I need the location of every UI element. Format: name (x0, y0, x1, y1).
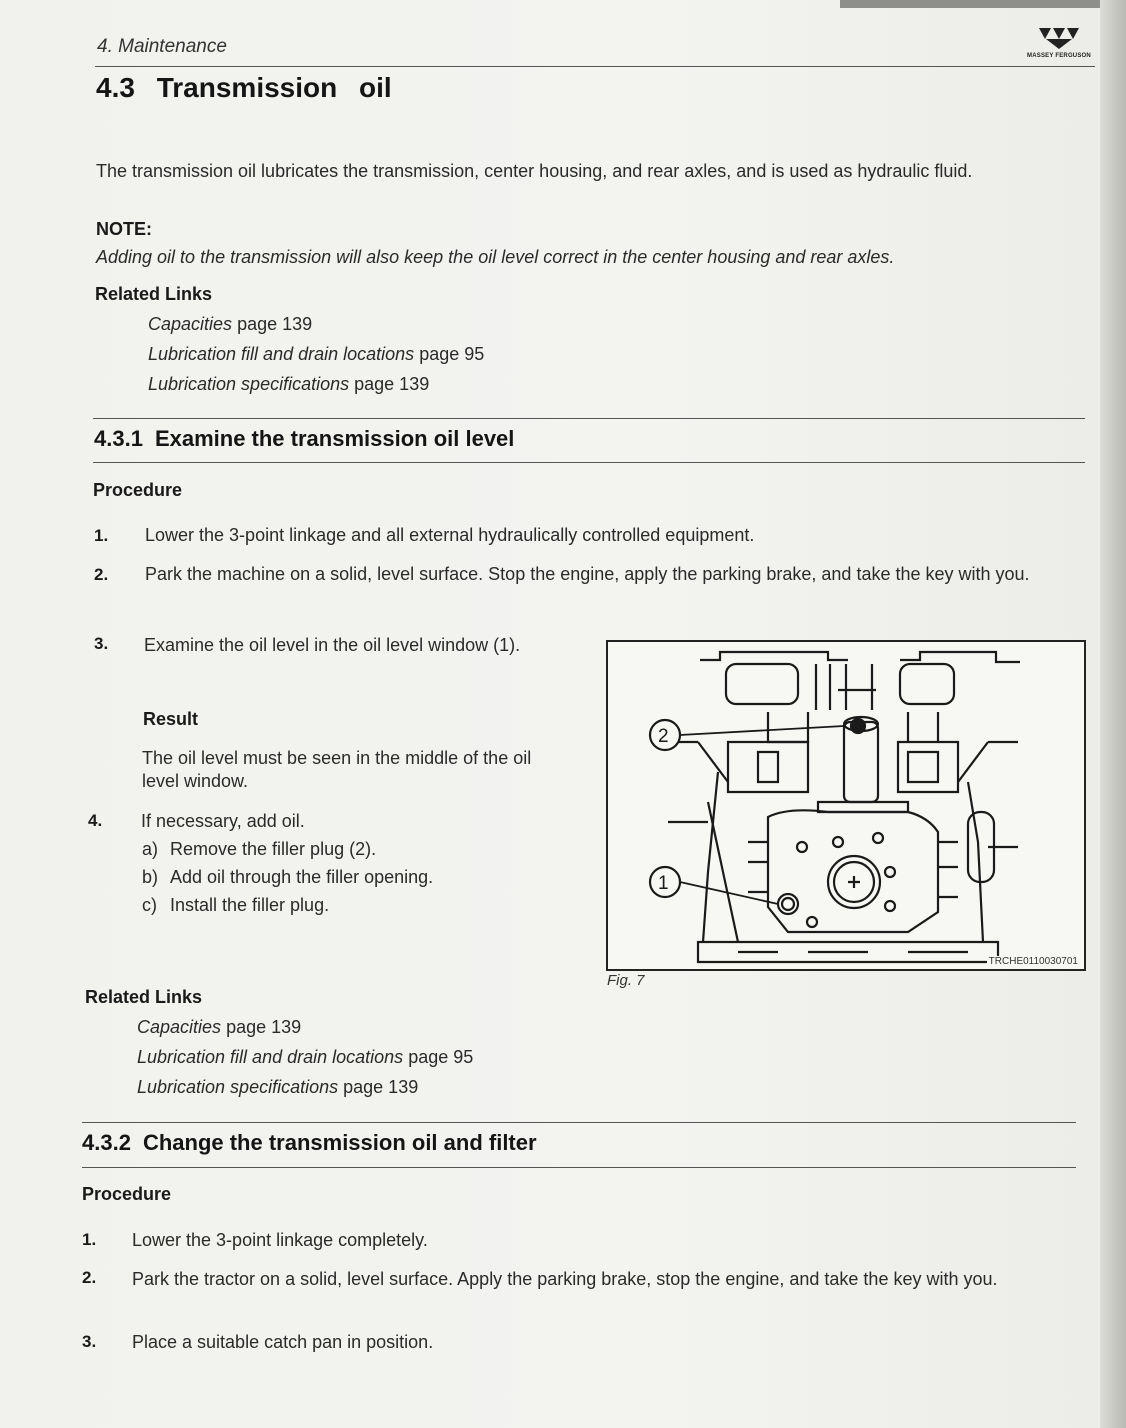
section-number: 4.3 (96, 72, 135, 103)
step-text: Park the tractor on a solid, level surface. Apply the parking brake, stop the engine, and take the key with you. (132, 1269, 998, 1289)
scan-edge-strip (840, 0, 1100, 8)
procedure-label: Procedure (93, 480, 183, 500)
step-text: Lower the 3-point linkage completely. (132, 1230, 428, 1250)
result-label: Result (143, 709, 199, 729)
substep-letter: c) (142, 895, 157, 915)
subsection-top-rule (93, 418, 1085, 419)
step-number: 1. (82, 1230, 97, 1249)
substep-text: Install the filler plug. (170, 895, 330, 915)
header-rule (95, 66, 1095, 67)
figure-callout-label: 1 (658, 873, 669, 894)
related-link[interactable]: Capacities page 139 (137, 1017, 302, 1037)
step-number: 3. (94, 634, 109, 653)
figure-transmission-illustration (606, 640, 1086, 971)
related-link[interactable]: Lubrication specifications page 139 (137, 1077, 419, 1097)
step-text: Examine the oil level in the oil level window (1). (144, 635, 521, 655)
step-number: 4. (88, 811, 103, 830)
brand-logo (1026, 26, 1092, 66)
step-number: 2. (82, 1268, 97, 1287)
step-number: 2. (94, 565, 109, 584)
related-link[interactable]: Lubrication fill and drain locations page 95 (137, 1047, 474, 1067)
massey-ferguson-logo-icon (1037, 26, 1081, 50)
figure-callout-label: 2 (658, 726, 669, 747)
brand-name: MASSEY FERGUSON (1027, 53, 1091, 59)
note-label: NOTE: (96, 219, 152, 239)
step-text: Place a suitable catch pan in position. (132, 1332, 434, 1352)
substep-text: Add oil through the filler opening. (170, 867, 434, 887)
step-text: Lower the 3-point linkage and all external hydraulically controlled equipment. (145, 525, 755, 545)
procedure-label: Procedure (82, 1184, 172, 1204)
chapter-header: 4. Maintenance (97, 36, 227, 57)
result-text: The oil level must be seen in the middle of the oil level window. (142, 748, 532, 791)
subsection-title: 4.3.2 Change the transmission oil and filter (82, 1130, 537, 1155)
substep-text: Remove the filler plug (2). (170, 839, 377, 859)
related-link[interactable]: Lubrication fill and drain locations page 95 (148, 344, 485, 364)
related-link[interactable]: Lubrication specifications page 139 (148, 374, 430, 394)
section-title-text: Transmission oil (156, 72, 392, 103)
subsection-top-rule (82, 1122, 1076, 1123)
subsection-bottom-rule (82, 1167, 1076, 1168)
note-text: Adding oil to the transmission will also keep the oil level correct in the center housing and rear axles. (96, 247, 895, 267)
related-links-label: Related Links (85, 987, 203, 1007)
substep-letter: b) (142, 867, 159, 887)
related-link[interactable]: Capacities page 139 (148, 314, 313, 334)
related-links-label: Related Links (95, 284, 213, 304)
subsection-title: 4.3.1 Examine the transmission oil level (94, 426, 515, 451)
figure-caption: Fig. 7 (607, 972, 645, 989)
substep-letter: a) (142, 839, 159, 859)
transmission-line-drawing (608, 642, 1084, 969)
page-edge-shadow (1100, 0, 1126, 1428)
subsection-bottom-rule (93, 462, 1085, 463)
step-number: 3. (82, 1332, 97, 1351)
section-title (96, 72, 392, 104)
step-number: 1. (94, 526, 109, 545)
section-intro: The transmission oil lubricates the transmission, center housing, and rear axles, and is used as hydraulic fluid. (96, 161, 973, 181)
figure-id: TRCHE0110030701 (988, 956, 1078, 967)
step-text: Park the machine on a solid, level surface. Stop the engine, apply the parking brake, and take the key with you. (145, 564, 1030, 584)
step-text: If necessary, add oil. (141, 811, 305, 831)
